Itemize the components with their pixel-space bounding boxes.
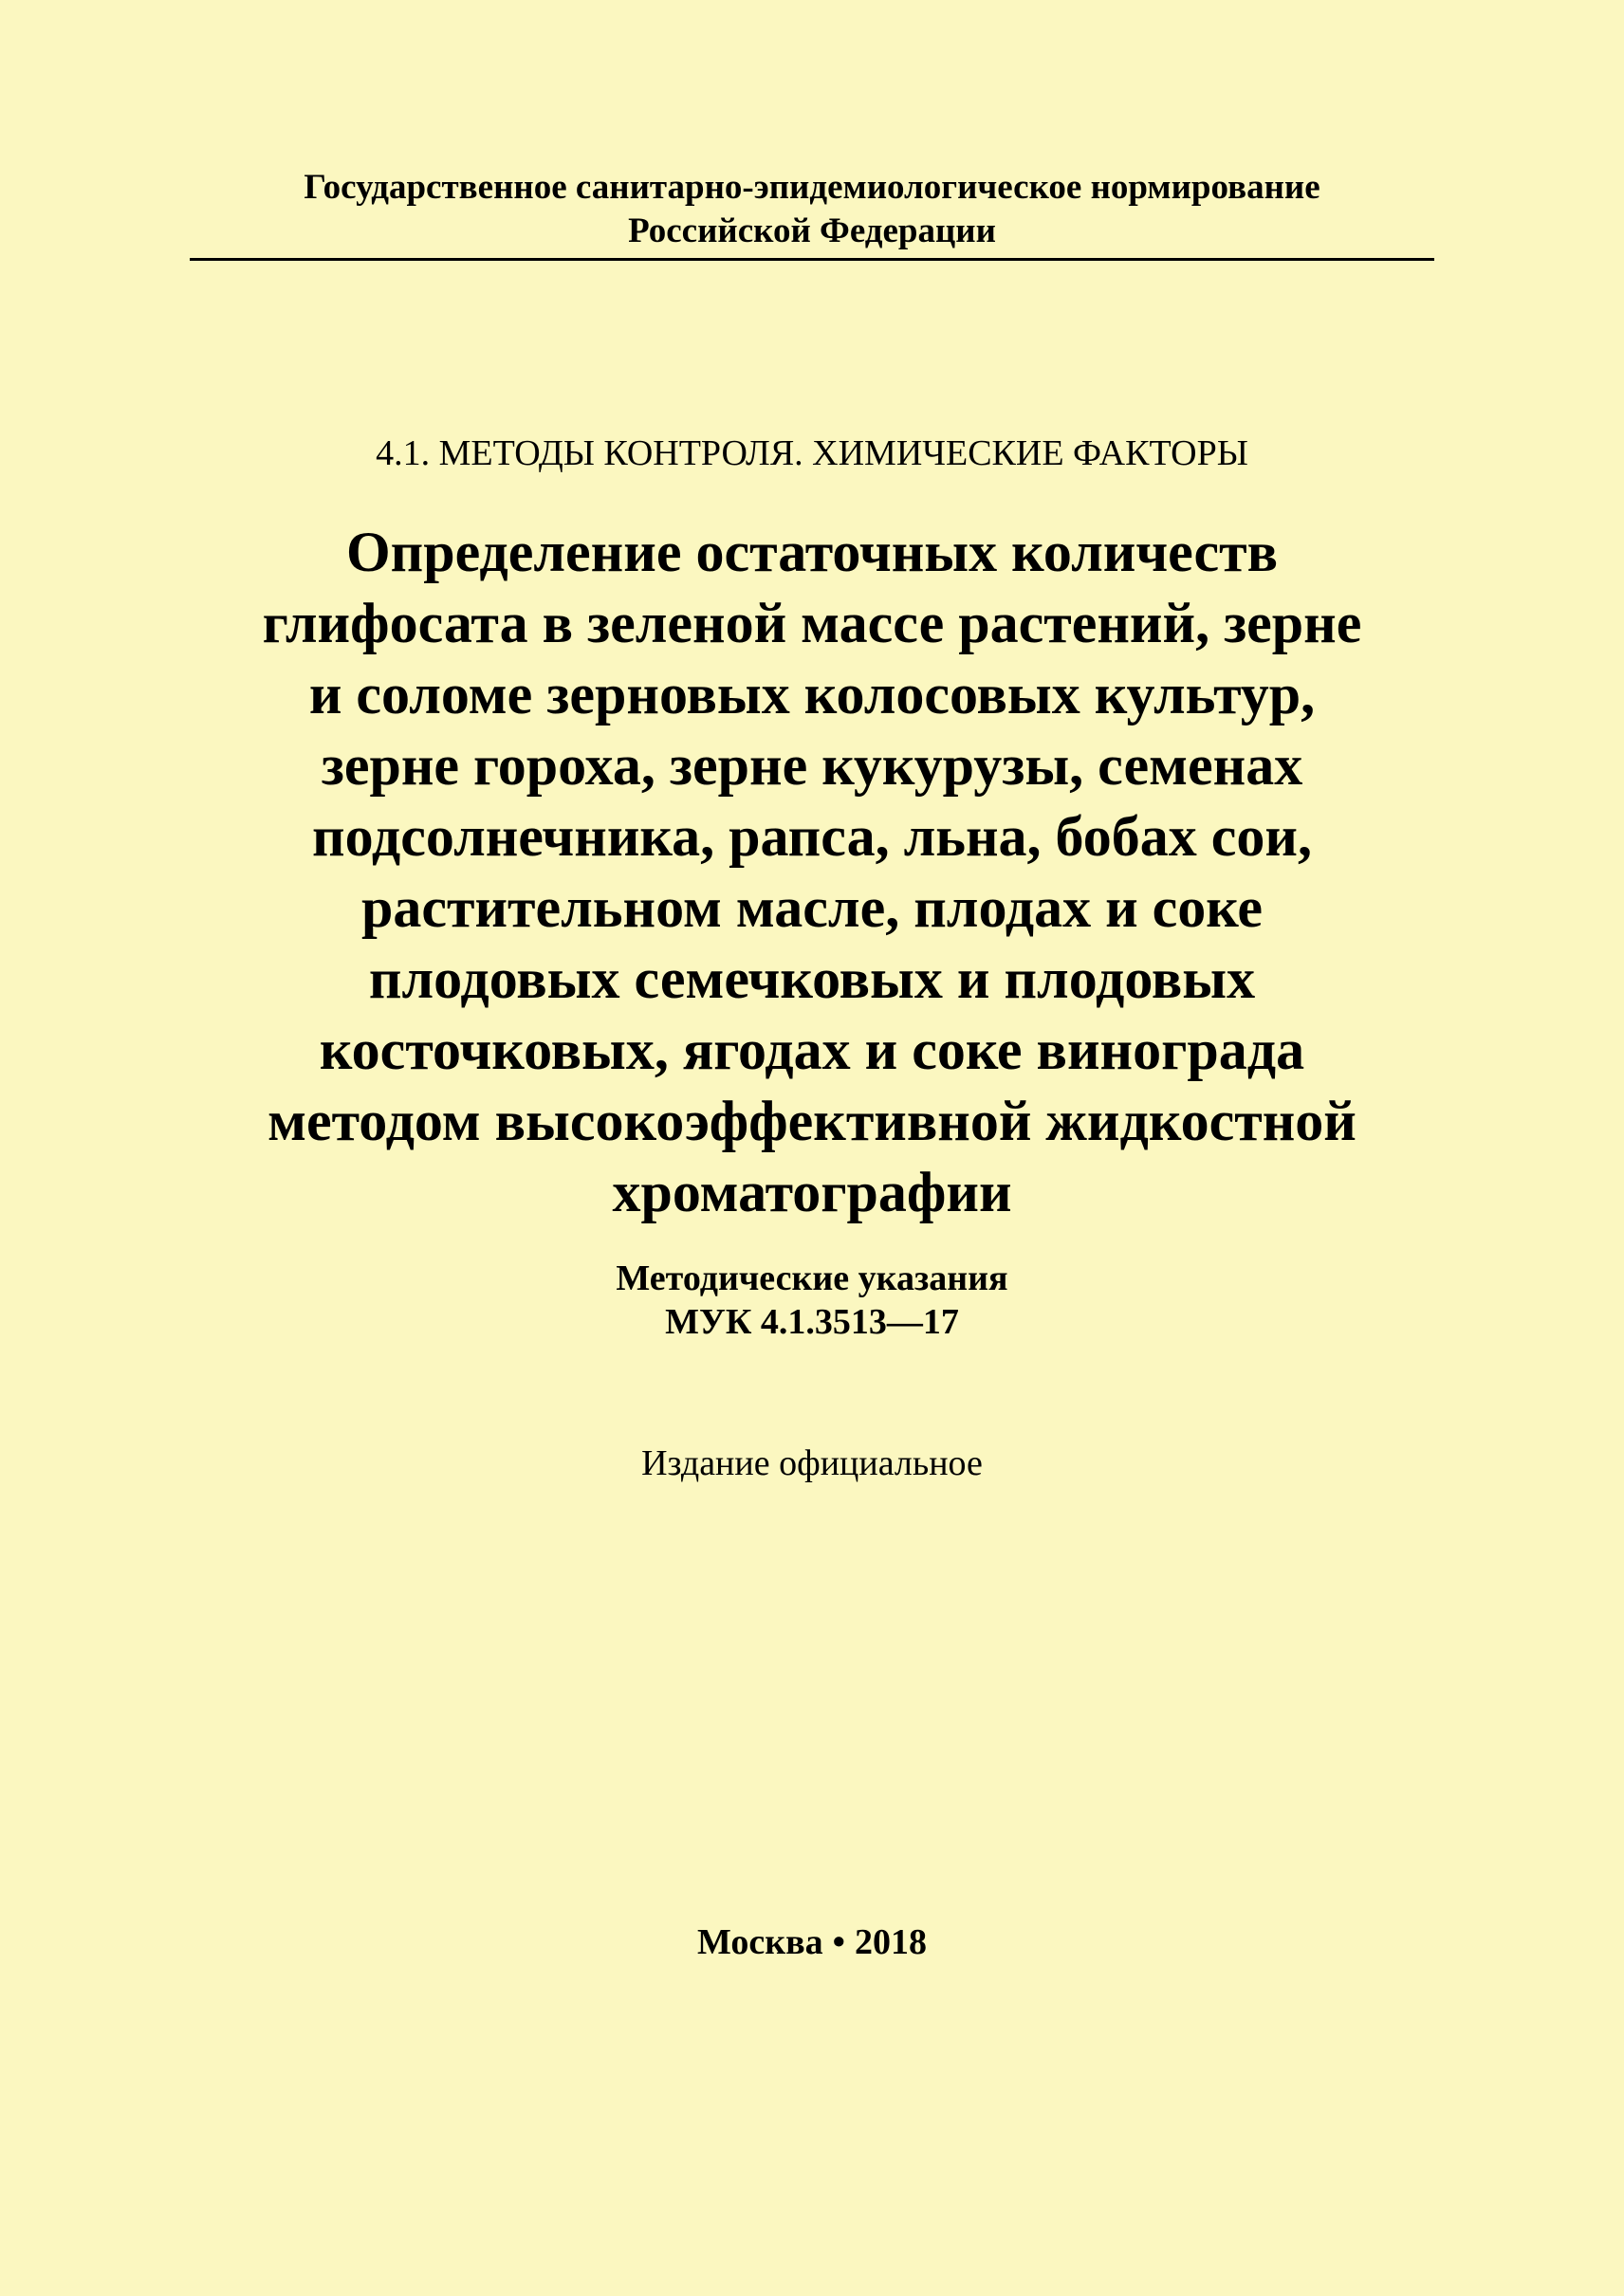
- title-line: глифосата в зеленой массе растений, зерне: [262, 592, 1362, 654]
- title-line: Определение остаточных количеств: [345, 521, 1279, 583]
- title-line: косточковых, ягодах и соке винограда: [319, 1019, 1305, 1081]
- imprint-separator: •: [832, 1922, 845, 1962]
- authority-line-2: Российской Федерации: [628, 211, 996, 250]
- title-line: подсолнечника, рапса, льна, бобах сои,: [312, 805, 1312, 868]
- imprint: [0, 1920, 1624, 1964]
- header-divider: [190, 258, 1434, 261]
- title-line: методом высокоэффективной жидкостной: [268, 1090, 1356, 1152]
- document-type-name: Методические указания: [616, 1258, 1008, 1298]
- title-line: растительном масле, плодах и соке: [361, 876, 1263, 939]
- section-heading: 4.1. МЕТОДЫ КОНТРОЛЯ. ХИМИЧЕСКИЕ ФАКТОРЫ: [376, 433, 1248, 473]
- document-code: МУК 4.1.3513—17: [665, 1302, 959, 1342]
- title-line: и соломе зерновых колосовых культур,: [308, 663, 1316, 726]
- edition-label: Издание официальное: [641, 1443, 983, 1483]
- document-title: [114, 517, 1510, 1228]
- issuing-authority: [190, 166, 1434, 253]
- document-type: [0, 1257, 1624, 1344]
- title-line: плодовых семечковых и плодовых: [368, 947, 1256, 1010]
- title-line: зерне гороха, зерне кукурузы, семенах: [321, 734, 1303, 797]
- authority-line-1: Государственное санитарно-эпидемиологическое нормирование: [304, 168, 1320, 207]
- imprint-city: Москва: [697, 1922, 823, 1962]
- imprint-year: 2018: [854, 1922, 927, 1962]
- title-line: хроматографии: [612, 1161, 1012, 1223]
